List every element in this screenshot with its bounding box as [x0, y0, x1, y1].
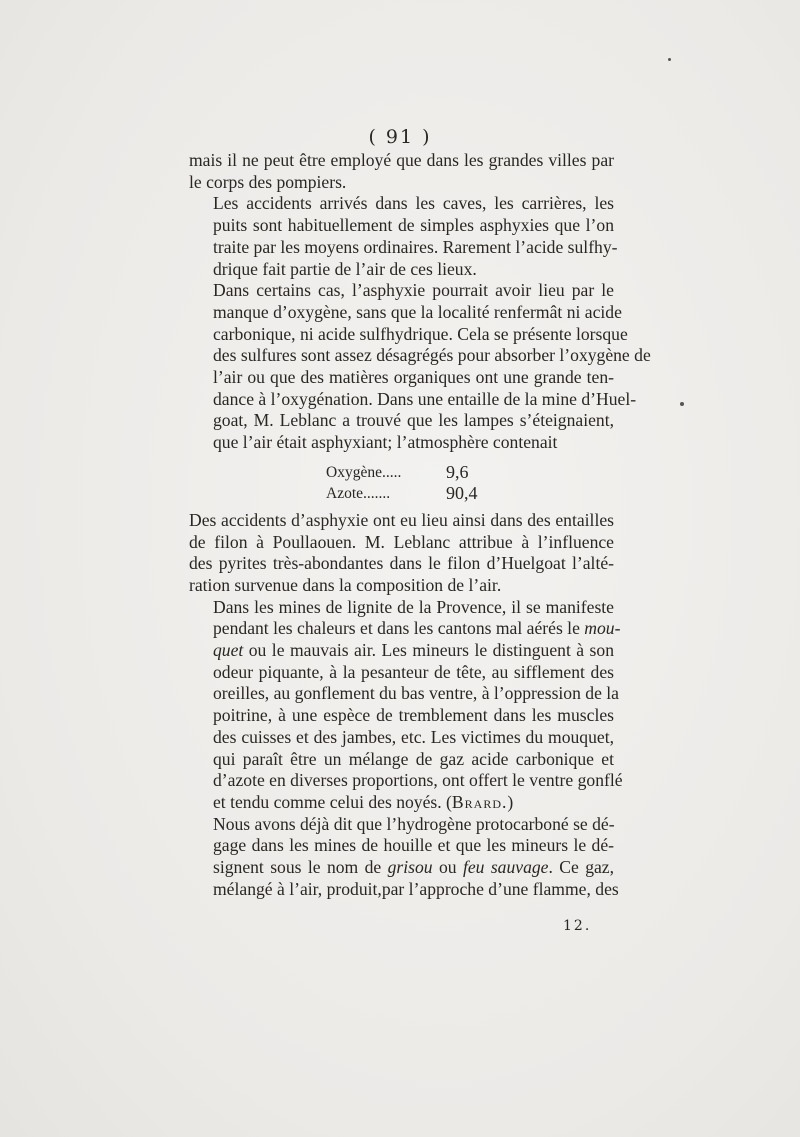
- row-label: Oxygène.....: [326, 463, 402, 481]
- text-line: manque d’oxygène, sans que la localité renfermât ni acide: [213, 301, 622, 322]
- text-line: Nous avons déjà dit que l’hydrogène protocarboné se dé-: [213, 813, 615, 834]
- text-fragment: pendant les chaleurs et dans les cantons mal aérés le: [213, 618, 585, 639]
- text-fragment: ou le mauvais air. Les mineurs le distinguent à son: [243, 640, 614, 661]
- text-line: drique fait partie de l’air de ces lieux.: [213, 258, 477, 279]
- italic-term: quet: [213, 640, 244, 661]
- text-line: mélangé à l’air, produit,par l’approche d’une flamme, des: [213, 878, 619, 899]
- author-name: Brard.: [451, 791, 508, 812]
- text-line: [189, 640, 614, 662]
- text-line: carbonique, ni acide sulfhydrique. Cela se présente lorsque: [213, 323, 628, 344]
- paragraph: [189, 150, 614, 193]
- text-line: odeur piquante, à la pesanteur de tête, au sifflement des: [213, 661, 614, 682]
- text-fragment: ): [507, 791, 514, 812]
- text-line: traite par les moyens ordinaires. Rarement l’acide sulfhy-: [213, 236, 618, 257]
- table-row: [326, 483, 496, 504]
- signature-mark: 12.: [563, 918, 592, 934]
- text-line: poitrine, à une espèce de tremblement dans les muscles: [213, 705, 614, 726]
- text-line: qui paraît être un mélange de gaz acide carbonique et: [213, 748, 614, 769]
- text-line: [189, 857, 614, 879]
- text-line: Dans les mines de lignite de la Provence, il se manifeste: [213, 596, 614, 617]
- text-line: d’azote en diverses proportions, ont offert le ventre gonflé: [213, 770, 623, 791]
- paragraph: [189, 193, 618, 280]
- text-line: l’air ou que des matières organiques ont une grande ten-: [213, 367, 614, 388]
- paper-speck: [680, 402, 684, 406]
- italic-term: grisou: [387, 857, 433, 878]
- italic-term: feu sauvage: [462, 857, 549, 878]
- text-line: Des accidents d’asphyxie ont eu lieu ainsi dans des entailles: [189, 509, 614, 530]
- text-fragment: ou: [432, 857, 463, 878]
- text-fragment: signent sous le nom de: [213, 857, 388, 878]
- text-line: [189, 792, 614, 814]
- text-line: gage dans les mines de houille et que les mineurs le dé-: [213, 835, 614, 856]
- row-label: Azote.......: [326, 484, 391, 502]
- text-fragment: et tendu comme celui des noyés. (: [213, 791, 452, 812]
- text-line: le corps des pompiers.: [189, 171, 347, 192]
- paragraph: [189, 280, 651, 454]
- text-line: ration survenue dans la composition de l’air.: [189, 574, 502, 595]
- text-line: des sulfures sont assez désagrégés pour absorber l’oxygène de: [213, 345, 651, 366]
- text-line: mais il ne peut être employé que dans les grandes villes par: [189, 150, 614, 170]
- table-row: [326, 462, 496, 483]
- text-line: des pyrites très-abondantes dans le filon d’Huelgoat l’alté-: [189, 553, 614, 574]
- text-line: Les accidents arrivés dans les caves, les carrières, les: [213, 193, 614, 214]
- text-line: de filon à Poullaouen. M. Leblanc attribue à l’influence: [189, 531, 614, 552]
- composition-table: [326, 462, 614, 504]
- text-fragment: . Ce gaz,: [548, 857, 615, 878]
- text-line: puits sont habituellement de simples asphyxies que l’on: [213, 215, 614, 236]
- text-line: dance à l’oxygénation. Dans une entaille de la mine d’Huel-: [213, 388, 637, 409]
- italic-term: mou-: [584, 618, 621, 639]
- row-value: 9,6: [446, 461, 469, 482]
- paper-speck: [668, 58, 671, 61]
- text-line: que l’air était asphyxiant; l’atmosphère contenait: [213, 432, 558, 453]
- text-line: des cuisses et des jambes, etc. Les victimes du mouquet,: [213, 726, 614, 747]
- text-line: oreilles, au gonflement du bas ventre, à l’oppression de la: [213, 683, 619, 704]
- text-line: Dans certains cas, l’asphyxie pourrait avoir lieu par le: [213, 280, 614, 301]
- page-number: ( 91 ): [368, 126, 432, 148]
- text-line: [189, 618, 621, 640]
- paragraph: [189, 596, 623, 814]
- paragraph: [189, 510, 614, 597]
- paragraph: [189, 813, 619, 901]
- text-line: goat, M. Leblanc a trouvé que les lampes s’éteignaient,: [213, 410, 614, 431]
- body-text: [189, 150, 651, 901]
- row-value: 90,4: [446, 482, 478, 503]
